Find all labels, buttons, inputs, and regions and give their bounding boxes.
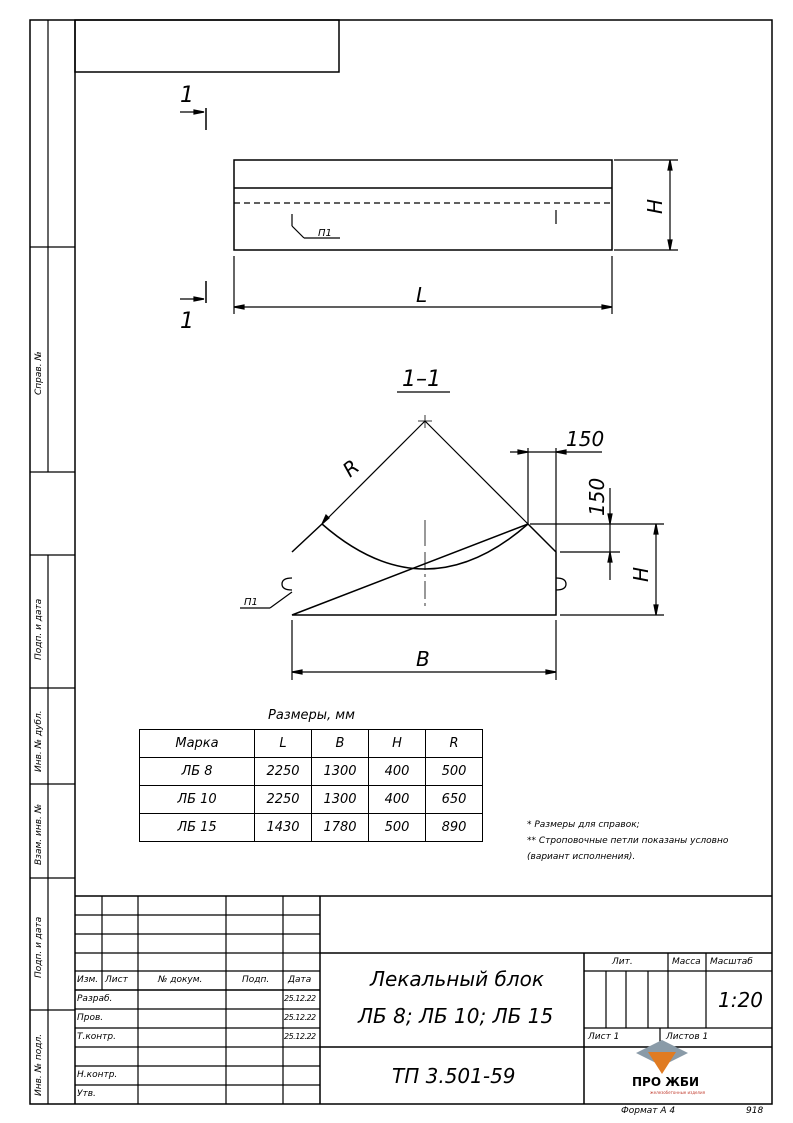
table-cell: ЛБ 10 bbox=[140, 786, 255, 814]
dim-150-horizontal: 150 bbox=[566, 427, 605, 451]
side-label-vzam-inv: Взам. инв. № bbox=[34, 803, 44, 865]
table-cell: 400 bbox=[369, 786, 426, 814]
logo-subtext: железобетонные изделия bbox=[650, 1090, 705, 1095]
section-title: 1–1 bbox=[402, 367, 441, 392]
side-label-sprav: Справ. № bbox=[34, 351, 44, 395]
dim-R-label: R bbox=[337, 454, 364, 482]
date-prov: 25.12.22 bbox=[284, 1013, 316, 1022]
table-cell: ЛБ 15 bbox=[140, 814, 255, 842]
section-mark-bottom: 1 bbox=[180, 309, 194, 334]
table-row bbox=[140, 814, 483, 842]
table-cell: 500 bbox=[369, 814, 426, 842]
table-cell: 2250 bbox=[255, 786, 312, 814]
section-mark-top: 1 bbox=[180, 83, 194, 108]
date-tkontr: 25.12.22 bbox=[284, 1032, 316, 1041]
date-razrab: 25.12.22 bbox=[284, 994, 316, 1003]
row-nkontr: Н.контр. bbox=[77, 1070, 118, 1080]
table-cell: 1300 bbox=[312, 786, 369, 814]
table-row bbox=[140, 786, 483, 814]
table-header-B: B bbox=[312, 730, 369, 758]
side-label-podp-data-1: Подп. и дата bbox=[34, 598, 44, 660]
front-view-outline bbox=[234, 160, 612, 250]
col-data: Дата bbox=[288, 975, 312, 985]
label-masshtab: Масштаб bbox=[710, 957, 753, 967]
table-caption: Размеры, мм bbox=[268, 708, 355, 723]
table-header-marka: Марка bbox=[140, 730, 255, 758]
scale-value: 1:20 bbox=[718, 988, 763, 1012]
table-row bbox=[140, 758, 483, 786]
col-podp: Подп. bbox=[242, 975, 270, 985]
side-label-inv-podl: Инв. № подл. bbox=[34, 1033, 44, 1096]
row-utv: Утв. bbox=[77, 1089, 96, 1099]
side-label-podp-data-2: Подп. и дата bbox=[34, 916, 44, 978]
row-tkontr: Т.контр. bbox=[77, 1032, 117, 1042]
dim-L-label: L bbox=[416, 283, 428, 307]
table-cell: 1780 bbox=[312, 814, 369, 842]
dim-H-front-label: H bbox=[643, 198, 667, 214]
table-header-L: L bbox=[255, 730, 312, 758]
table-cell: 1300 bbox=[312, 758, 369, 786]
side-label-inv-dubl: Инв. № дубл. bbox=[34, 710, 44, 772]
dim-150-vertical: 150 bbox=[585, 477, 609, 516]
table-cell: 2250 bbox=[255, 758, 312, 786]
sheet-frame bbox=[30, 20, 772, 1104]
table-cell: 890 bbox=[426, 814, 483, 842]
col-izm: Изм. bbox=[77, 975, 99, 985]
label-massa: Масса bbox=[672, 957, 701, 967]
sheet-number: Лист 1 bbox=[588, 1032, 620, 1042]
sheets-total: Листов 1 bbox=[666, 1032, 709, 1042]
row-razrab: Разраб. bbox=[77, 994, 113, 1004]
col-dokum: № докум. bbox=[158, 975, 203, 985]
dim-H-section-label: H bbox=[629, 566, 653, 582]
format-label: Формат А 4 bbox=[621, 1106, 676, 1116]
document-name-line-2: ЛБ 8; ЛБ 10; ЛБ 15 bbox=[358, 1004, 554, 1028]
table-header-R: R bbox=[426, 730, 483, 758]
dimensions-table bbox=[139, 729, 483, 842]
logo-text: ПРО ЖБИ bbox=[632, 1075, 700, 1089]
table-cell: ЛБ 8 bbox=[140, 758, 255, 786]
table-header-H: H bbox=[369, 730, 426, 758]
col-list: Лист bbox=[105, 975, 128, 985]
note-line-2: ** Строповочные петли показаны условно bbox=[527, 836, 729, 846]
table-cell: 400 bbox=[369, 758, 426, 786]
row-prov: Пров. bbox=[77, 1013, 104, 1023]
loop-label-front: П1 bbox=[318, 228, 332, 239]
document-designation: ТП 3.501-59 bbox=[392, 1064, 516, 1088]
table-cell: 500 bbox=[426, 758, 483, 786]
note-line-1: * Размеры для справок; bbox=[527, 820, 640, 830]
dim-B-label: B bbox=[416, 647, 430, 671]
document-name-line-1: Лекальный блок bbox=[370, 967, 544, 991]
label-lit: Лит. bbox=[612, 957, 633, 967]
table-cell: 1430 bbox=[255, 814, 312, 842]
page-number: 918 bbox=[746, 1106, 764, 1116]
loop-label-section: П1 bbox=[244, 597, 258, 608]
note-line-3: (вариант исполнения). bbox=[527, 852, 636, 862]
table-cell: 650 bbox=[426, 786, 483, 814]
